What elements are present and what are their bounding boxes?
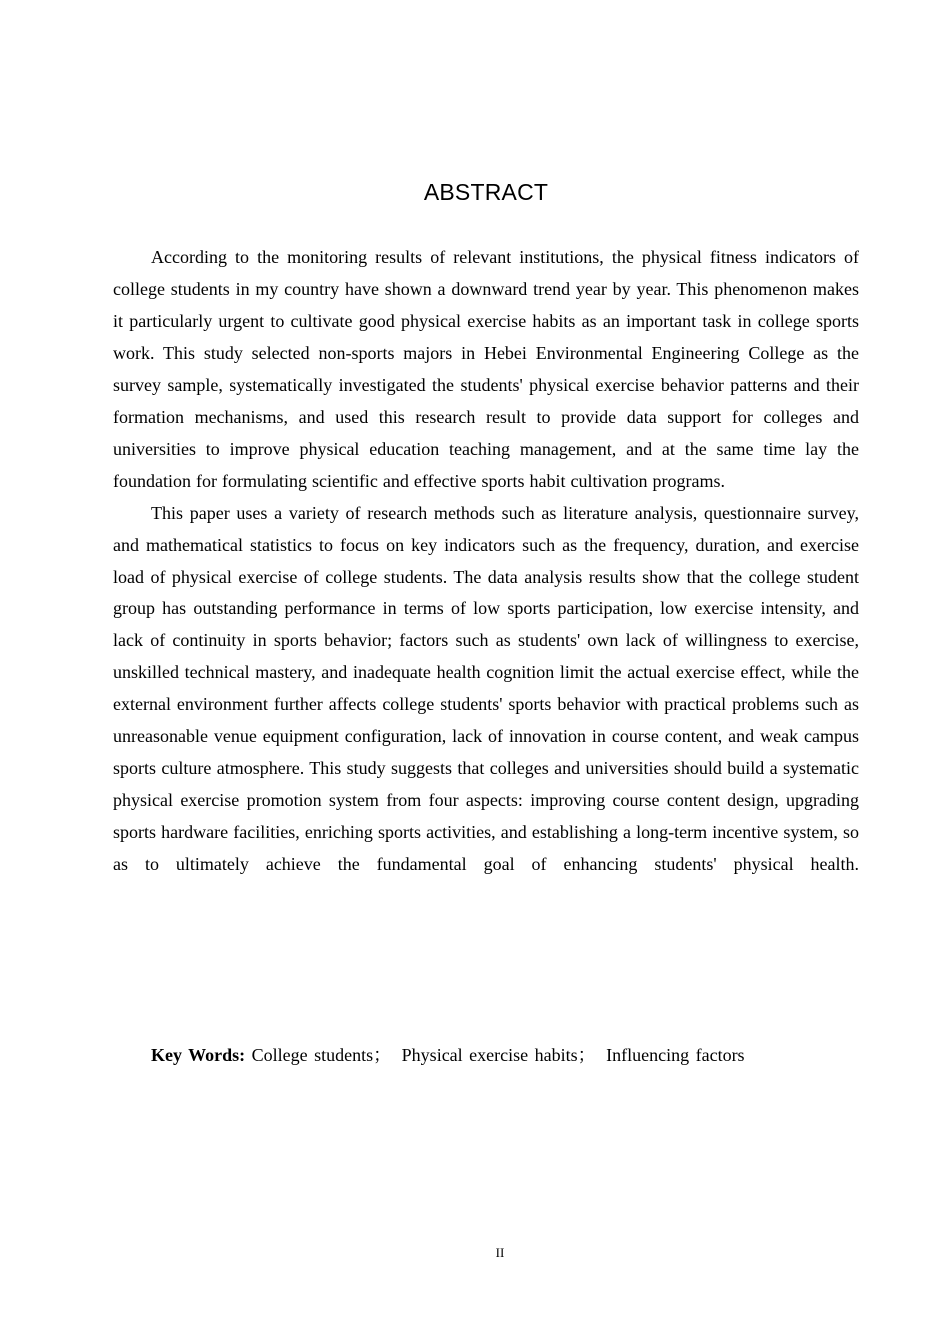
keyword-separator: ； (577, 1045, 596, 1065)
keyword-separator: ； (373, 1045, 392, 1065)
keyword-item: College students (251, 1045, 374, 1065)
keyword-item: Physical exercise habits (401, 1045, 578, 1065)
keyword-item: Influencing factors (606, 1045, 745, 1065)
abstract-paragraph-2: This paper uses a variety of research methods such as literature analysis, questionnaire survey, and mathematical statistics to focus on key indicators such as the frequency, duration, and exercise load of physical exercise of college students. The data analysis results show that the college student group has outstanding performance in terms of low sports participation, low exercise intensity, and lack of continuity in sports behavior; factors such as students' own lack of willingness to exercise, unskilled technical mastery, and inadequate health cognition limit the actual exercise effect, while the external environment further affects college students' sports behavior with practical problems such as unreasonable venue equipment configuration, lack of innovation in course content, and weak campus sports culture atmosphere. This study suggests that colleges and universities should build a systematic physical exercise promotion system from four aspects: improving course content design, upgrading sports hardware facilities, enriching sports activities, and establishing a long-term incentive system, so as to ultimately achieve the fundamental goal of enhancing students' physical health. (113, 502, 859, 875)
abstract-body (113, 242, 859, 881)
keywords-label: Key Words: (151, 1045, 246, 1065)
page-number: II (495, 1245, 505, 1260)
abstract-paragraph-1: According to the monitoring results of relevant institutions, the physical fitness indicators of college students in my country have shown a downward trend year by year. This phenomenon makes it particularly urgent to cultivate good physical exercise habits as an important task in college sports work. This study selected non-sports majors in Hebei Environmental Engineering College as the survey sample, systematically investigated the students' physical exercise behavior patterns and their formation mechanisms, and used this research result to provide data support for colleges and universities to improve physical education teaching management, and at the same time lay the foundation for formulating scientific and effective sports habit cultivation programs. (113, 247, 859, 491)
keywords-line (151, 1040, 745, 1071)
abstract-title: ABSTRACT (423, 179, 549, 205)
